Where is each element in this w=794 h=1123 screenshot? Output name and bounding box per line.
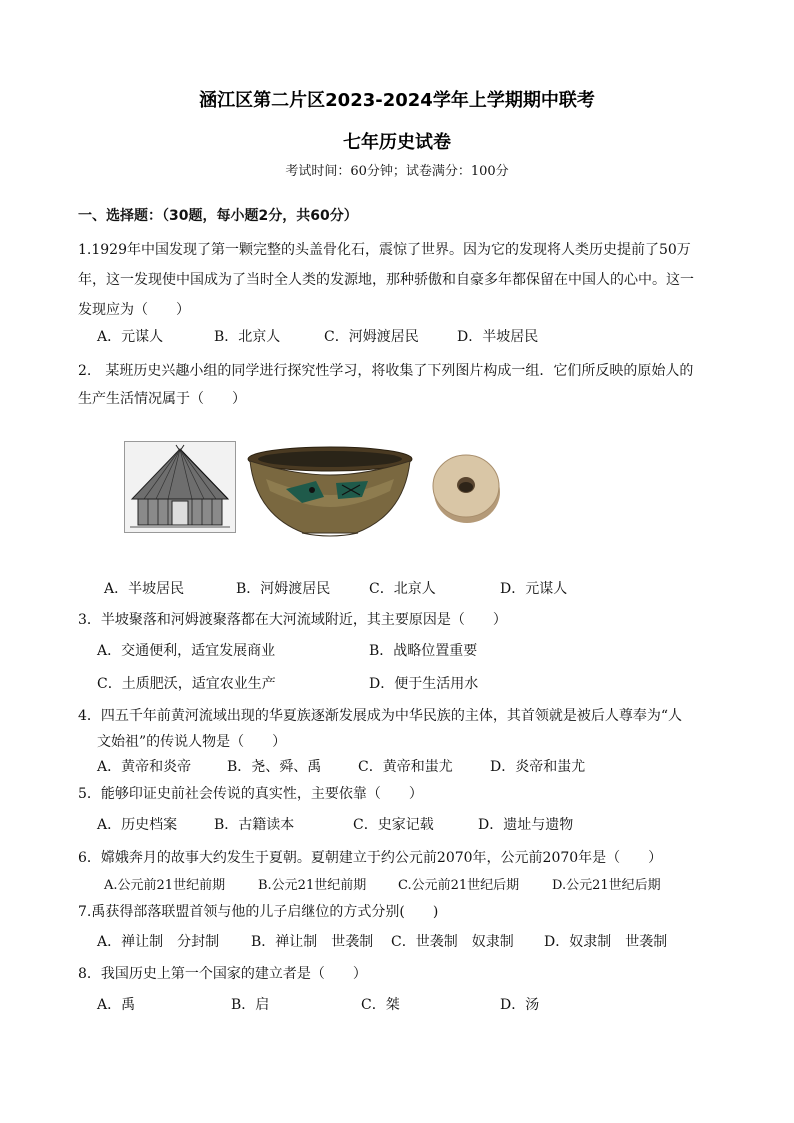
q7-option-d: D．奴隶制 世袭制 (544, 934, 668, 950)
q1-line1: 1.1929年中国发现了第一颗完整的头盖骨化石，震惊了世界。因为它的发现将人类历史提前了50万 (78, 242, 691, 258)
exam-title: 涵江区第二片区2023-2024学年上学期期中联考 (199, 90, 595, 111)
q1-option-d: D．半坡居民 (457, 329, 539, 345)
q3-option-d: D．便于生活用水 (369, 676, 479, 692)
q4-option-c: C．黄帝和蚩尤 (358, 759, 453, 775)
q3-option-b: B．战略位置重要 (369, 643, 478, 659)
q2-option-a: A．半坡居民 (104, 581, 185, 597)
q2-option-b: B．河姆渡居民 (236, 581, 331, 597)
q5-line1: 5．能够印证史前社会传说的真实性，主要依靠（ ） (78, 786, 423, 802)
q5-option-b: B．古籍读本 (214, 817, 295, 833)
q2-option-c: C．北京人 (369, 581, 436, 597)
q6-option-c: C.公元前21世纪后期 (398, 878, 520, 893)
painted-pottery-basin-image (246, 445, 414, 539)
q3-option-c: C．土质肥沃，适宜农业生产 (97, 676, 276, 692)
q8-line1: 8．我国历史上第一个国家的建立者是（ ） (78, 966, 367, 982)
q4-option-a: A．黄帝和炎帝 (97, 759, 192, 775)
q1-option-b: B．北京人 (214, 329, 281, 345)
q2-line2: 生产生活情况属于（ ） (78, 391, 246, 407)
q1-option-c: C．河姆渡居民 (324, 329, 419, 345)
q6-option-d: D.公元21世纪后期 (552, 878, 661, 893)
stone-spindle-whorl-image (430, 450, 502, 526)
q5-option-c: C．史家记载 (353, 817, 434, 833)
q4-line2: 文始祖”的传说人物是（ ） (97, 734, 287, 750)
q8-option-d: D．汤 (500, 997, 540, 1013)
q4-option-d: D．炎帝和蚩尤 (490, 759, 586, 775)
q8-option-a: A．禹 (97, 997, 136, 1013)
q2-line1: 2. 某班历史兴趣小组的同学进行探究性学习，将收集了下列图片构成一组．它们所反映的原始人的 (78, 363, 694, 379)
exam-meta: 考试时间：60分钟；试卷满分：100分 (285, 164, 509, 179)
q6-option-b: B.公元21世纪前期 (258, 878, 367, 893)
q1-option-a: A．元谋人 (97, 329, 164, 345)
q7-option-c: C．世袭制 奴隶制 (391, 934, 514, 950)
q2-option-d: D．元谋人 (500, 581, 568, 597)
q8-option-b: B．启 (231, 997, 270, 1013)
exam-subtitle: 七年历史试卷 (343, 132, 451, 153)
q6-line1: 6．嫦娥奔月的故事大约发生于夏朝。夏朝建立于约公元前2070年，公元前2070年是（ ） (78, 850, 663, 866)
q8-option-c: C．桀 (361, 997, 400, 1013)
q4-line1: 4．四五千年前黄河流域出现的华夏族逐渐发展成为中华民族的主体，其首领就是被后人尊奉为“人 (78, 708, 683, 724)
q5-option-d: D．遗址与遗物 (478, 817, 574, 833)
q1-line2: 年，这一发现使中国成为了当时全人类的发源地，那种骄傲和自豪多年都保留在中国人的心中。这一 (78, 272, 694, 288)
q7-line1: 7.禹获得部落联盟首领与他的儿子启继位的方式分别( ) (78, 904, 439, 920)
q7-option-a: A．禅让制 分封制 (97, 934, 220, 950)
q3-option-a: A．交通便利，适宜发展商业 (97, 643, 276, 659)
q4-option-b: B．尧、舜、禹 (227, 759, 322, 775)
q5-option-a: A．历史档案 (97, 817, 178, 833)
hut-illustration-image (124, 441, 236, 533)
section-heading: 一、选择题：（30题，每小题2分，共60分） (78, 208, 358, 224)
q1-line3: 发现应为（ ） (78, 302, 190, 318)
q7-option-b: B．禅让制 世袭制 (251, 934, 374, 950)
q6-option-a: A.公元前21世纪前期 (104, 878, 226, 893)
q3-line1: 3．半坡聚落和河姆渡聚落都在大河流域附近，其主要原因是（ ） (78, 612, 507, 628)
